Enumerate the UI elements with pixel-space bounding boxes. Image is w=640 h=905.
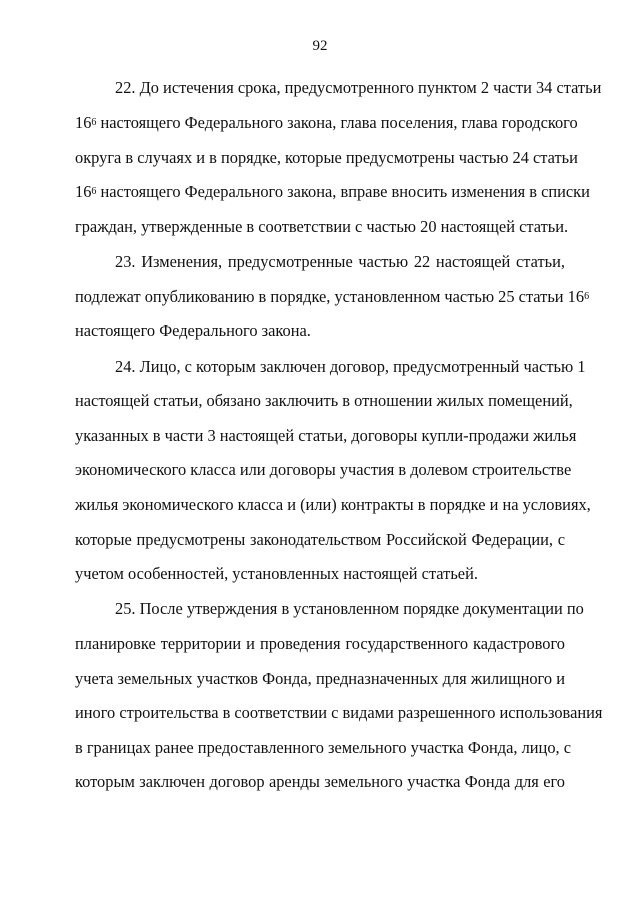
paragraph-25-line-2: планировке территории и проведения государственного кадастрового xyxy=(75,634,565,653)
paragraph-23-line-2: подлежат опубликованию в порядке, установленном частью 25 статьи $16^6$ xyxy=(75,287,590,306)
paragraph-25-line-3: учета земельных участков Фонда, предназначенных для жилищного и xyxy=(75,669,565,688)
paragraph-25-line-6: которым заключен договор аренды земельного участка Фонда для его xyxy=(75,772,565,791)
paragraph-24-line-5: жилья экономического класса и (или) контракты в порядке и на условиях, xyxy=(75,495,591,514)
paragraph-24-line-4: экономического класса или договоры участия в долевом строительстве xyxy=(75,460,572,479)
paragraph-22-line-3: округа в случаях и в порядке, которые предусмотрены частью 24 статьи xyxy=(75,148,578,167)
paragraph-22-line-4: $16^6$ настоящего Федерального закона, вправе вносить изменения в списки xyxy=(75,182,590,201)
paragraph-23-line-1: 23. Изменения, предусмотренные частью 22 настоящей статьи, xyxy=(115,252,565,271)
paragraph-24-line-1: 24. Лицо, с которым заключен договор, предусмотренный частью 1 xyxy=(115,357,586,376)
paragraph-22-line-2: $16^6$ настоящего Федерального закона, глава поселения, глава городского xyxy=(75,113,578,132)
paragraph-23-line-3: настоящего Федерального закона. xyxy=(75,321,311,340)
paragraph-25-line-1: 25. После утверждения в установленном порядке документации по xyxy=(115,599,584,618)
paragraph-24-line-7: учетом особенностей, установленных настоящей статьей. xyxy=(75,564,478,583)
paragraph-24-line-3: указанных в части 3 настоящей статьи, договоры купли-продажи жилья xyxy=(75,426,577,445)
paragraph-24-line-2: настоящей статьи, обязано заключить в отношении жилых помещений, xyxy=(75,391,573,410)
page-number: 92 xyxy=(312,38,328,54)
paragraph-24-line-6: которые предусмотрены законодательством Российской Федерации, с xyxy=(75,530,565,549)
paragraph-22-line-5: граждан, утвержденные в соответствии с частью 20 настоящей статьи. xyxy=(75,217,569,236)
paragraph-22-line-1: 22. До истечения срока, предусмотренного пунктом 2 части 34 статьи xyxy=(115,78,602,97)
paragraph-25-line-5: в границах ранее предоставленного земельного участка Фонда, лицо, с xyxy=(75,738,571,757)
paragraph-25-line-4: иного строительства в соответствии с видами разрешенного использования xyxy=(75,703,603,722)
